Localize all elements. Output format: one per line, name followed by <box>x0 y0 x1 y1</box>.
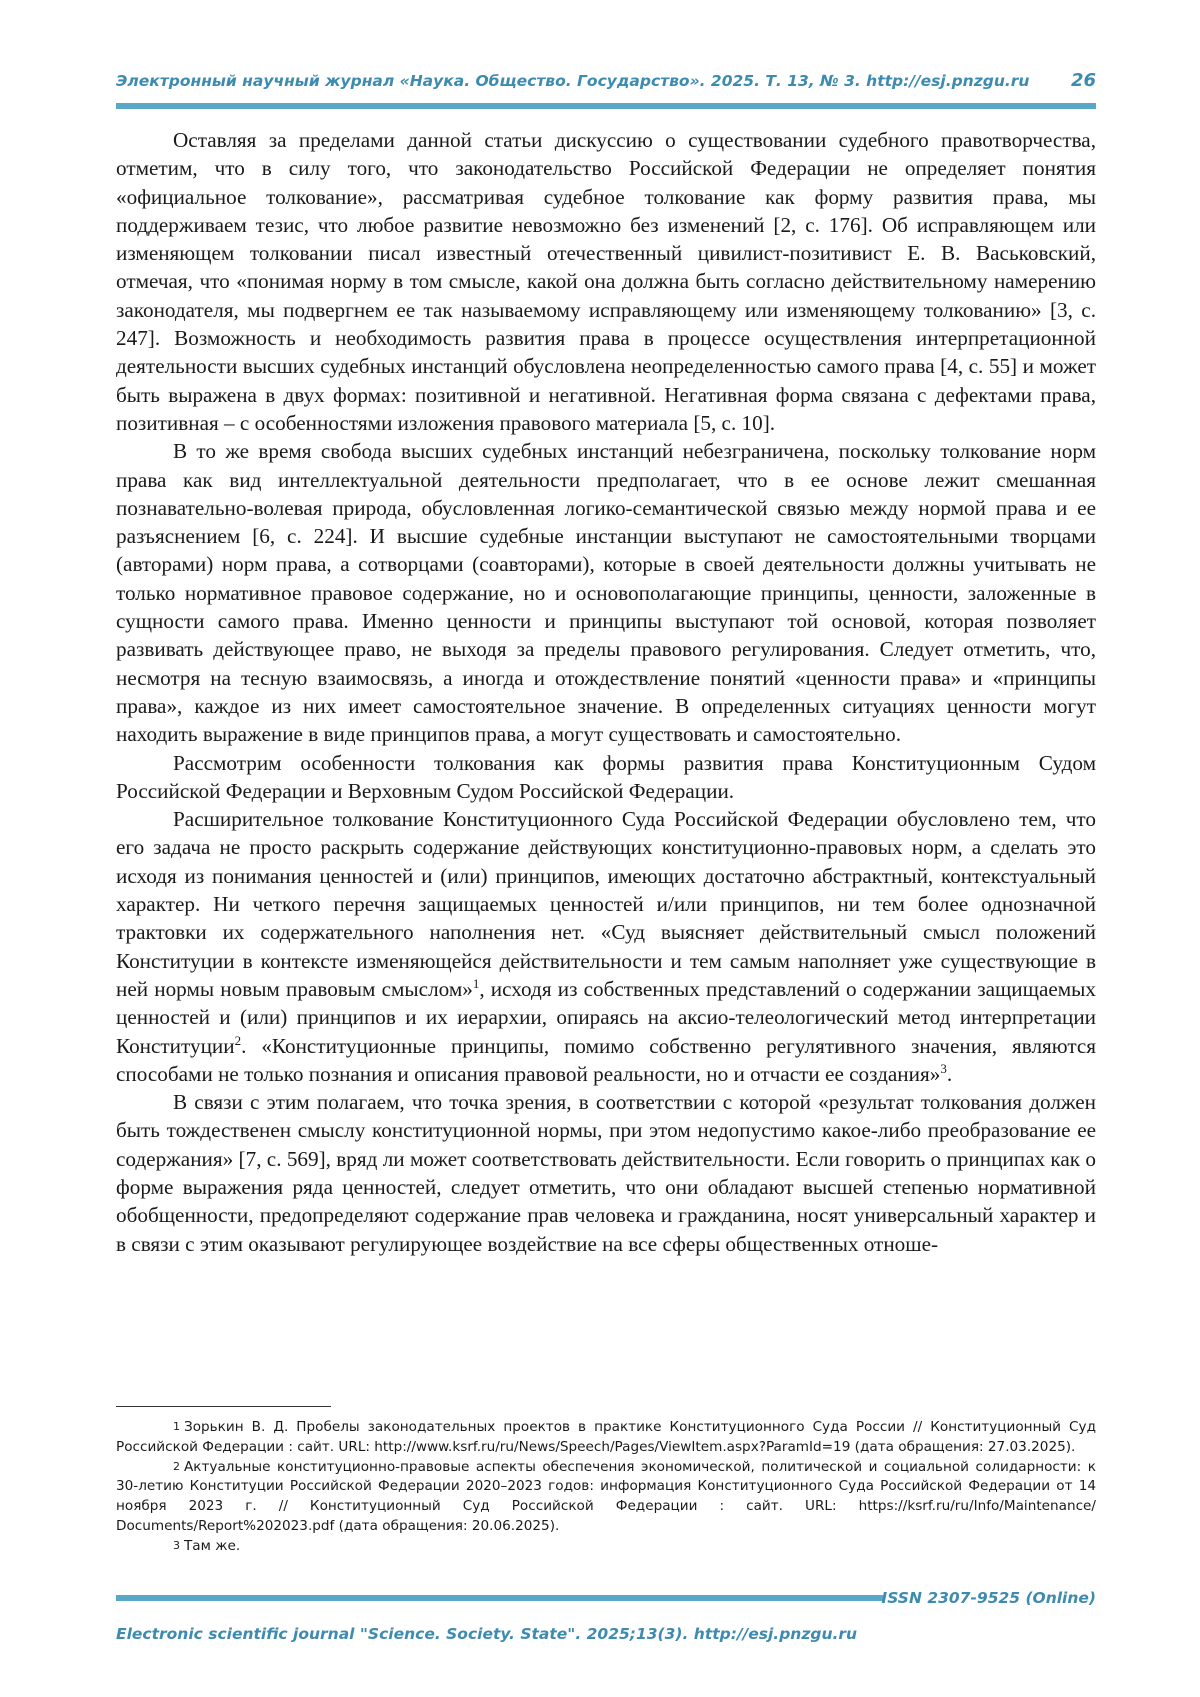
footnote-number: 1 <box>173 1420 180 1433</box>
footnote <box>116 1537 1096 1557</box>
footnotes <box>116 1418 1096 1557</box>
footnote-ref[interactable]: 3 <box>940 1060 947 1076</box>
header-journal-title: Электронный научный журнал «Наука. Общество. Государство». 2025. Т. 13, № 3. http://esj.pnzgu.ru <box>116 72 1030 90</box>
paragraph: Оставляя за пределами данной статьи дискуссию о существовании судебного правотворчества, отметим, что в силу того, что законодательство Российской Федерации не определяет понятия «официальное толкование», рассматривая судебное толкование как форму развития права, мы поддерживаем тезис, что любое развитие невозможно без изменений [2, с. 176]. Об исправляющем или изменяющем толковании писал известный отечественный цивилист-позитивист Е. В. Васьковский, отмечая, что «понимая норму в том смысле, какой она должна быть согласно действительному намерению законодателя, мы подвергнем ее так называемому исправляющему или изменяющему толкованию» [3, с. 247]. Возможность и необходимость развития права в процессе осуществления интерпретационной деятельности высших судебных инстанций обусловлена неопределенностью самого права [4, с. 55] и может быть выражена в двух формах: позитивной и негативной. Негативная форма связана с дефектами права, позитивная – с особенностями изложения правового материала [5, с. 10]. <box>116 128 1096 435</box>
paragraph-text: Расширительное толкование Конституционного Суда Российской Федерации обусловлено тем, что его задача не просто раскрыть содержание действующих конституционно-правовых норм, а сделать это исходя из понимания ценностей и (или) принципов, имеющих достаточно абстрактный, контекстуальный характер. Ни четкого перечня защищаемых ценностей и/или принципов, ни тем более однозначной трактовки их содержательного наполнения нет. «Суд выясняет действительный смысл положений Конституции в контексте изменяющейся действительности и тем самым наполняет уже существующие в ней нормы новым правовым смыслом» <box>116 807 1096 1001</box>
footnote <box>116 1458 1096 1537</box>
footnote-separator <box>116 1406 331 1407</box>
footnote-number: 2 <box>173 1459 180 1473</box>
footnote <box>116 1418 1096 1458</box>
paragraph-with-footnotes <box>116 805 1096 1088</box>
paragraph: Рассмотрим особенности толкования как формы развития права Конституционным Судом Российской Федерации и Верховным Судом Российской Федерации. <box>116 750 1096 803</box>
paragraph-text: . «Конституционные принципы, помимо собственно регулятивного значения, являются способами не только познания и описания правовой реальности, но и отчасти ее создания» <box>116 1033 1096 1086</box>
footer-rule <box>116 1595 883 1601</box>
footnote-text: Зорькин В. Д. Пробелы законодательных проектов в практике Конституционного Суда России // Конституционный Суд Российской Федерации : сайт. URL: http://www.ksrf.ru/ru/News/Speech/Pages/ViewItem.aspx?ParamId=19 (дата обращения: 27.03.2025). <box>116 1419 1096 1455</box>
header-rule <box>116 103 1096 109</box>
page-number: 26 <box>1070 70 1096 91</box>
footnote-number: 3 <box>173 1538 180 1552</box>
issn-label: ISSN 2307-9525 (Online) <box>881 1589 1096 1607</box>
footnote-text: Там же. <box>184 1537 241 1554</box>
running-header <box>116 72 1096 90</box>
footnote-ref[interactable]: 2 <box>234 1032 242 1048</box>
paragraph: В связи с этим полагаем, что точка зрения, в соответствии с которой «результат толкования должен быть тождественен смыслу конституционной нормы, при этом недопустимо какое-либо преобразование ее содержания» [7, с. 569], вряд ли может соответствовать действительности. Если говорить о принципах как о форме выражения ряда ценностей, следует отметить, что они обладают высшей степенью нормативной обобщенности, предопределяют содержание прав человека и гражданина, носят универсальный характер и в связи с этим оказывают регулирующее воздействие на все сферы общественных отноше- <box>116 1090 1096 1256</box>
paragraph: В то же время свобода высших судебных инстанций небезграничена, поскольку толкование норм права как вид интеллектуальной деятельности предполагает, что в ее основе лежит смешанная познавательно-волевая природа, обусловленная логико-семантической связью между нормой права и ее разъяснением [6, с. 224]. И высшие судебные инстанции выступают не самостоятельными творцами (авторами) норм права, а сотворцами (соавторами), которые в своей деятельности должны учитывать не только нормативное правовое содержание, но и основополагающие принципы, ценности, заложенные в сущности самого права. Именно ценности и принципы выступают той основой, которая позволяет развивать действующее право, не выходя за пределы правового регулирования. Следует отметить, что, несмотря на тесную взаимосвязь, а иногда и отождествление понятий «ценности права» и «принципы права», каждое из них имеет самостоятельное значение. В определенных ситуациях ценности могут находить выражение в виде принципов права, а могут существовать и самостоятельно. <box>116 439 1096 747</box>
running-footer: Electronic scientific journal "Science. Society. State". 2025;13(3). http://esj.pnzgu.ru <box>116 1625 858 1643</box>
paragraph-text: , исходя из собственных представлений о содержании защищаемых ценностей и (или) принципов и их иерархии, опираясь на аксио-телеологический метод интерпретации Конституции <box>116 976 1096 1058</box>
paragraph-text: . <box>946 1061 953 1086</box>
article-body <box>116 126 1096 1258</box>
footnote-text: Актуальные конституционно-правовые аспекты обеспечения экономической, политической и социальной солидарности: к 30-летию Конституции Российской Федерации 2020–2023 годов: информация Конституционного Суда Российской Федерации от 14 ноября 2023 г. // Конституционный Суд Российской Федерации : сайт. URL: https://ksrf.ru/ru/Info/Maintenance/ Documents/Report%202023.pdf (дата обращения: 20.06.2025). <box>116 1458 1096 1534</box>
footnote-ref[interactable]: 1 <box>472 975 480 991</box>
